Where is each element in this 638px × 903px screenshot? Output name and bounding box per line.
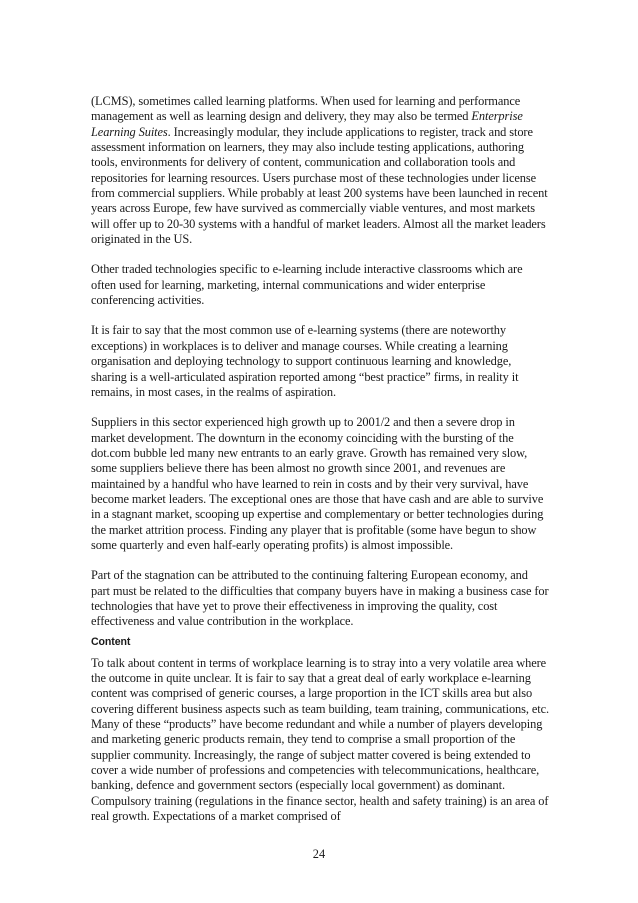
body-text bbox=[91, 94, 549, 839]
page-number: 24 bbox=[312, 847, 326, 861]
paragraph-stagnation: Part of the stagnation can be attributed to the continuing faltering European economy, and part must be related to the difficulties that company buyers have in making a business case for technologies that have yet to prove their effectiveness in improving the quality, cost effectiveness and value contribution in the workplace. bbox=[91, 568, 549, 629]
paragraph-traded-technologies: Other traded technologies specific to e-learning include interactive classrooms which are often used for learning, marketing, internal communications and wider enterprise conferencing activities. bbox=[91, 262, 523, 308]
paragraph-content: To talk about content in terms of workplace learning is to stray into a very volatile area where the outcome in quite unclear. It is fair to say that a great deal of early workplace e-learning content was comprised of generic courses, a large proportion in the ICT skills area but also covering different business aspects such as team building, team training, communications, etc. Many of these “products” have become redundant and while a number of players developing and marketing generic products remain, they tend to comprise a small proportion of the supplier community. Increasingly, the range of subject matter covered is being extended to cover a wide number of professions and competencies with telecommunications, healthcare, banking, defence and government sectors (especially local government) as dominant. Compulsory training (regulations in the finance sector, health and safety training) is an area of real growth. Expectations of a market comprised of bbox=[91, 655, 549, 824]
enterprise-learning-suites-term: Enterprise Learning Suites bbox=[91, 109, 523, 139]
paragraph-common-use: It is fair to say that the most common use of e-learning systems (there are noteworthy exceptions) in workplaces is to deliver and manage courses. While creating a learning organisation and deploying technology to support continuous learning and knowledge, sharing is a well-articulated aspiration reported among “best practice” firms, in reality it remains, in most cases, in the realms of aspiration. bbox=[91, 323, 519, 399]
paragraph-lcms-part1: (LCMS), sometimes called learning platforms. When used for learning and performance management as well as learning design and delivery, they may also be termed bbox=[91, 94, 521, 124]
paragraph-suppliers-growth: Suppliers in this sector experienced high growth up to 2001/2 and then a severe drop in market development. The downturn in the economy coinciding with the bursting of the dot.com bubble led many new entrants to an early grave. Growth has remained very slow, some suppliers believe there has been almost no growth since 2001, and revenues are maintained by a handful who have learned to rein in costs and by their very survival, have become market leaders. The exceptional ones are those that have cash and are able to survive in a stagnant market, scooping up expertise and complementary or better technologies during the market attrition process. Finding any player that is profitable (some have begun to show some quarterly and even half-early operating profits) is almost impossible. bbox=[91, 415, 544, 552]
paragraph-lcms-part2: . Increasingly modular, they include applications to register, track and store assessment information on learners, they may also include testing applications, authoring tools, environments for delivery of content, communication and collaboration tools and repositories for learning resources. Users purchase most of these technologies under license from commercial suppliers. While probably at least 200 systems have been launched in recent years across Europe, few have survived as commercially viable ventures, and most markets will offer up to 20-30 systems with a handful of market leaders. Almost all the market leaders originated in the US. bbox=[91, 124, 548, 247]
section-heading-content: Content bbox=[91, 635, 131, 648]
paragraph-lcms bbox=[91, 94, 549, 247]
